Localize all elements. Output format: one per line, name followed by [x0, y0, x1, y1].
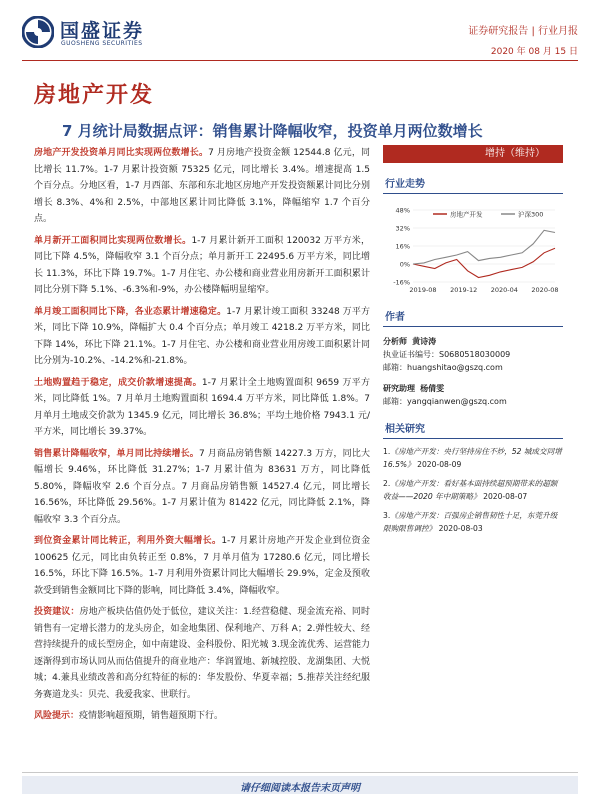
- paragraph-funding: [34, 533, 370, 599]
- y-tick-label: 0%: [399, 260, 410, 269]
- related-item[interactable]: 3.《房地产开发：百强房企销售韧性十足，东莞升级限购限售调控》 2020-08-03: [383, 511, 558, 533]
- paragraph-lead: 销售累计降幅收窄，单月同比持续增长。: [34, 448, 199, 459]
- footer-disclaimer: 请仔细阅读本报告末页声明: [240, 783, 360, 794]
- author-title: 作者: [385, 312, 405, 323]
- paragraph-investment: [34, 145, 370, 228]
- paragraph-body: 房地产板块估值仍处于低位，建议关注：1.经营稳健、现金流充裕、同时销售有一定增长潜力的龙头房企，如金地集团、保利地产、万科 A；2.弹性较大、经营持续提升的成长型房企，如中南建设、金科股份、阳光城 3.现金流优秀、运营能力逐渐得到市场认同从而估值提升的商业地产：华润置地、新城控股、龙湖集团、大悦城；4.兼具业绩改善和高分红特征的标的：华发股份、华夏幸福；5.推荐关注经纪服务赛道龙头：贝壳、我爱我家、世联行。: [34, 607, 370, 700]
- paragraph-body: 1-7 月累计竣工面积 33248 万平方米，同比下降 10.9%，降幅扩大 0.4 个百分点；单月竣工 4218.2 万平方米，同比下降 14%，环比下降 21.1%。1-7 月住宅、办公楼和商业营业用房竣工面积累计同比分别为-10.2%、-14.2%和-21.8%。: [34, 306, 370, 366]
- logo-text-en: GUOSHENG SECURITIES: [61, 40, 143, 47]
- paragraph-lead: 房地产开发投资单月同比实现两位数增长。: [34, 148, 209, 158]
- report-header: [0, 0, 600, 60]
- logo-mark-icon: [22, 16, 54, 48]
- paragraph-body: 7 月房地产投资金额 12544.8 亿元，同比增长 11.7%。1-7 月累计投资额 75325 亿元，同比增长 3.4%。增速提高 1.5 个百分点。分地区看，1-7 月西部、东部和东北地区房地产开发投资额累计同比分别增长 8.3%、4%和 2.5%，中部地区累计同比降低 3.1%，降幅缩窄 1.7 个百分点。: [34, 148, 370, 224]
- y-tick-label: 16%: [395, 242, 410, 251]
- x-tick-label: 2019-12: [450, 286, 478, 294]
- risk-body: 疫情影响超预期，销售超预期下行。: [79, 711, 224, 721]
- paragraph-lead: 投资建议：: [34, 607, 80, 617]
- report-type: 证券研究报告 | 行业月报: [468, 26, 578, 37]
- paragraph-sales: [34, 446, 370, 529]
- paragraph-new-starts: [34, 233, 370, 299]
- analyst-cert: 执业证书编号：S0680518030009: [383, 350, 511, 359]
- trend-title: 行业走势: [385, 179, 425, 190]
- report-title: 7 月统计局数据点评：销售累计降幅收窄，投资单月两位数增长: [62, 122, 483, 140]
- paragraph-risk: [34, 708, 370, 725]
- related-item[interactable]: 2.《房地产开发：看好基本面持续超预期带来的超额收益——2020 年中期策略》 2020-08-07: [383, 479, 558, 501]
- paragraph-lead: 单月竣工面积同比下降，各业态累计增速稳定。: [34, 306, 227, 317]
- company-logo: [22, 16, 162, 50]
- legend-label: 房地产开发: [450, 210, 483, 219]
- series-line: [413, 230, 555, 264]
- sector-title: 房地产开发: [34, 83, 155, 108]
- related-title: 相关研究: [385, 424, 425, 435]
- section-divider: [383, 326, 563, 327]
- x-tick-label: 2019-08: [409, 286, 437, 294]
- paragraph-completions: [34, 304, 370, 370]
- header-divider: [22, 60, 578, 61]
- paragraph-body: 7 月商品房销售额 14227.3 万方，同比大幅增长 9.46%，环比降低 31.27%；1-7 月累计值为 83631 万方，同比降低 5.80%，降幅收窄 2.6 个百分点。7 月商品房销售额 14527.4 亿元，同比增长 16.56%，环比降低 29.56%。1-7 月累计值为 81422 亿元，同比降低 2.1%，降幅收窄 3.3 个百分点。: [34, 448, 370, 525]
- main-content: [34, 145, 370, 730]
- paragraph-land: [34, 375, 370, 441]
- researcher-label: 研究助理: [383, 384, 415, 393]
- related-item-title[interactable]: 《房地产开发：百强房企销售韧性十足，东莞升级限购限售调控》: [383, 511, 558, 533]
- y-tick-label: 32%: [395, 224, 410, 233]
- researcher-name: 杨倩雯: [420, 384, 445, 393]
- analyst-line: [383, 335, 563, 348]
- related-item-title[interactable]: 《房地产开发：看好基本面持续超预期带来的超额收益——2020 年中期策略》: [383, 479, 558, 501]
- y-tick-label: 48%: [395, 206, 410, 215]
- paragraph-lead: 到位资金累计同比转正，利用外资大幅增长。: [34, 536, 222, 546]
- researcher-line: [383, 382, 563, 395]
- related-item-title[interactable]: 《房地产开发：央行坚持房住不炒，52 城成交同增 16.5%》: [383, 447, 562, 469]
- y-tick-label: -16%: [393, 278, 410, 287]
- paragraph-body: 1-7 月累计新开工面积 120032 万平方米，同比下降 4.5%，降幅收窄 3.1 个百分点；单月新开工 22495.6 万平方米，同比增长 11.3%，环比下降 19.7%。1-7 月住宅、办公楼和商业营业用房新开工面积累计同比分别下降 5.1%、-6.3%和-9%，办公楼降幅明显缩窄。: [34, 235, 370, 295]
- rating-badge: 增持（维持）: [383, 145, 563, 163]
- series-line: [413, 248, 555, 277]
- logo-text-cn: 国盛证券: [60, 20, 145, 42]
- analyst-name: 黄诗涛: [412, 337, 437, 346]
- paragraph-recommendation: [34, 604, 370, 703]
- footer-divider: [22, 772, 578, 773]
- legend-label: 沪深300: [518, 210, 544, 219]
- analyst-email[interactable]: 邮箱：huangshitao@gszq.com: [383, 363, 503, 372]
- section-divider: [383, 193, 563, 194]
- risk-lead: 风险提示：: [34, 711, 80, 721]
- trend-chart: [383, 202, 563, 296]
- section-divider: [383, 438, 563, 439]
- x-tick-label: 2020-04: [490, 286, 518, 294]
- paragraph-body: 1-7 月累计全土地购置面积 9659 万平方米，同比降低 1%。7 月单月土地购置面积 1694.4 万平方米，同比降低 1.8%。7 月单月土地成交价款为 1345.9 亿元，同比增长 36.8%；平均土地价格 7943.1 元/平方米，同比增长 39.37%。: [34, 377, 370, 437]
- paragraph-lead: 单月新开工面积同比实现两位数增长。: [34, 235, 192, 246]
- related-item-date: 2020-08-03: [438, 524, 483, 533]
- related-item[interactable]: 1.《房地产开发：央行坚持房住不炒，52 城成交同增 16.5%》 2020-08-09: [383, 447, 562, 469]
- report-date: 2020 年 08 月 15 日: [490, 47, 578, 57]
- related-item-date: 2020-08-07: [483, 492, 528, 501]
- related-item-date: 2020-08-09: [417, 460, 462, 469]
- analyst-label: 分析师: [383, 337, 407, 346]
- sidebar: [383, 145, 563, 535]
- trend-chart-svg: [383, 202, 563, 296]
- x-tick-label: 2020-08: [531, 286, 559, 294]
- paragraph-lead: 土地购置趋于稳定，成交价款增速提高。: [34, 377, 202, 388]
- paragraph-body: 1-7 月累计房地产开发企业到位资金 100625 亿元，同比由负转正至 0.8%，7 月单月值为 17280.6 亿元，同比增长 16.5%，环比下降 16.5%。1-7 月利用外资累计同比大幅增长 29.9%，定金及预收款受到销售金额同比下降的影响，同比降低 3.4%，降幅收窄。: [34, 536, 370, 596]
- researcher-email[interactable]: 邮箱：yangqianwen@gszq.com: [383, 397, 507, 406]
